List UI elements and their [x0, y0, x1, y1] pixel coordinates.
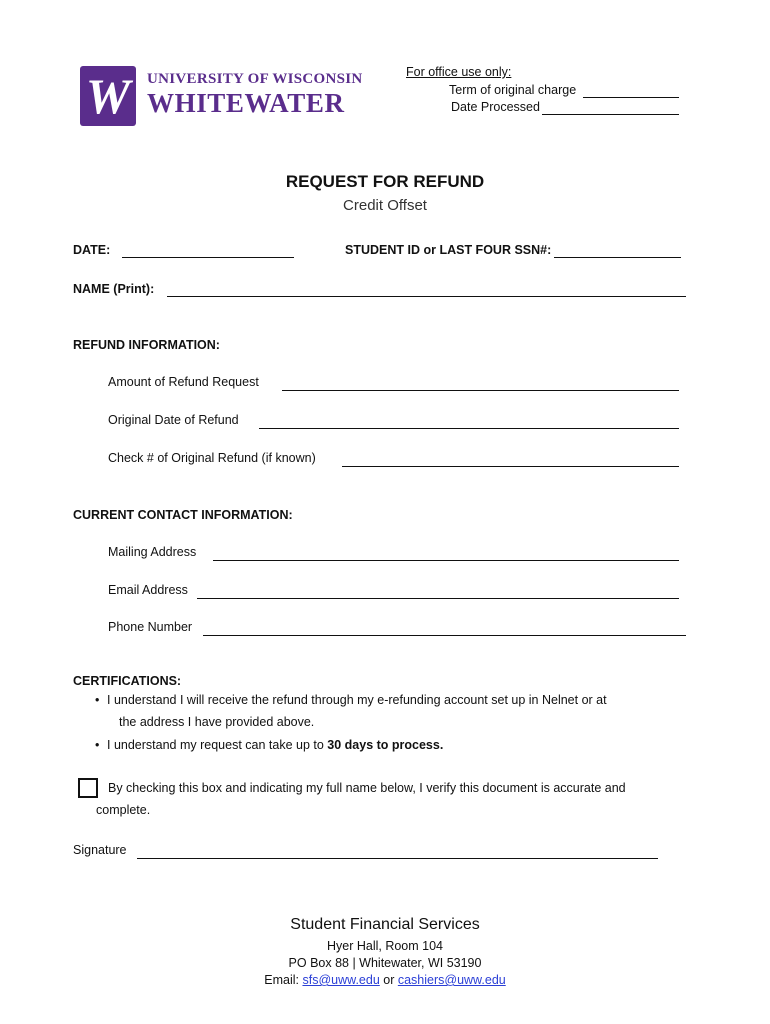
mailing-address-field[interactable] [213, 560, 679, 561]
contact-info-heading: CURRENT CONTACT INFORMATION: [73, 508, 293, 522]
mailing-address-label: Mailing Address [108, 545, 197, 559]
date-processed-label: Date Processed [451, 100, 540, 114]
phone-number-label: Phone Number [108, 620, 193, 634]
check-number-label: Check # of Original Refund (if known) [108, 451, 316, 465]
footer-address-1: Hyer Hall, Room 104 [326, 939, 443, 953]
refund-info-heading: REFUND INFORMATION: [73, 338, 220, 352]
footer-email-prefix: Email: [264, 973, 303, 987]
date-processed-field[interactable] [542, 114, 679, 115]
date-label: DATE: [73, 243, 111, 257]
logo-mark-letter: W [85, 68, 131, 124]
term-original-charge-field[interactable] [583, 97, 679, 98]
office-use-label: For office use only: [406, 65, 512, 79]
term-original-charge-label: Term of original charge [449, 83, 577, 97]
sfs-email-link[interactable]: sfs@uww.edu [302, 973, 380, 987]
footer-email [0, 973, 770, 987]
certification-item-1: I understand I will receive the refund through my e-refunding account set up in Nelnet or at [107, 693, 607, 707]
refund-amount-field[interactable] [282, 390, 679, 391]
footer-email-or: or [379, 973, 398, 987]
signature-label: Signature [73, 843, 127, 857]
email-address-field[interactable] [197, 598, 679, 599]
logo-text-whitewater: WHITEWATER [147, 88, 345, 118]
original-date-label: Original Date of Refund [108, 413, 239, 427]
student-id-label: STUDENT ID or LAST FOUR SSN#: [345, 243, 552, 257]
form-subtitle: Credit Offset [343, 197, 427, 214]
name-label: NAME (Print): [73, 282, 155, 296]
verify-checkbox[interactable] [78, 778, 98, 798]
certifications-heading: CERTIFICATIONS: [73, 674, 182, 688]
form-title: REQUEST FOR REFUND [285, 172, 485, 191]
verify-statement: By checking this box and indicating my full name below, I verify this document is accurate and [108, 781, 626, 795]
name-field[interactable] [167, 296, 686, 297]
signature-field[interactable] [137, 858, 658, 859]
university-logo-mark [80, 66, 136, 126]
footer-address-2: PO Box 88 | Whitewater, WI 53190 [288, 956, 482, 970]
original-date-field[interactable] [259, 428, 679, 429]
certification-item-2-text: I understand my request can take up to [107, 738, 328, 752]
certification-item-2-bold: 30 days to process. [327, 738, 444, 752]
email-address-label: Email Address [108, 583, 188, 597]
student-id-field[interactable] [554, 257, 681, 258]
bullet-icon: • [95, 693, 100, 707]
certification-item-2 [107, 738, 443, 752]
check-number-field[interactable] [342, 466, 679, 467]
bullet-icon: • [95, 738, 100, 752]
phone-number-field[interactable] [203, 635, 686, 636]
logo-text-university: UNIVERSITY OF WISCONSIN [147, 71, 363, 87]
certification-item-1-cont: the address I have provided above. [119, 715, 315, 729]
verify-statement-cont: complete. [96, 803, 151, 817]
cashiers-email-link[interactable]: cashiers@uww.edu [397, 973, 506, 987]
footer-title: Student Financial Services [290, 916, 480, 933]
date-field[interactable] [122, 257, 294, 258]
refund-amount-label: Amount of Refund Request [108, 375, 259, 389]
